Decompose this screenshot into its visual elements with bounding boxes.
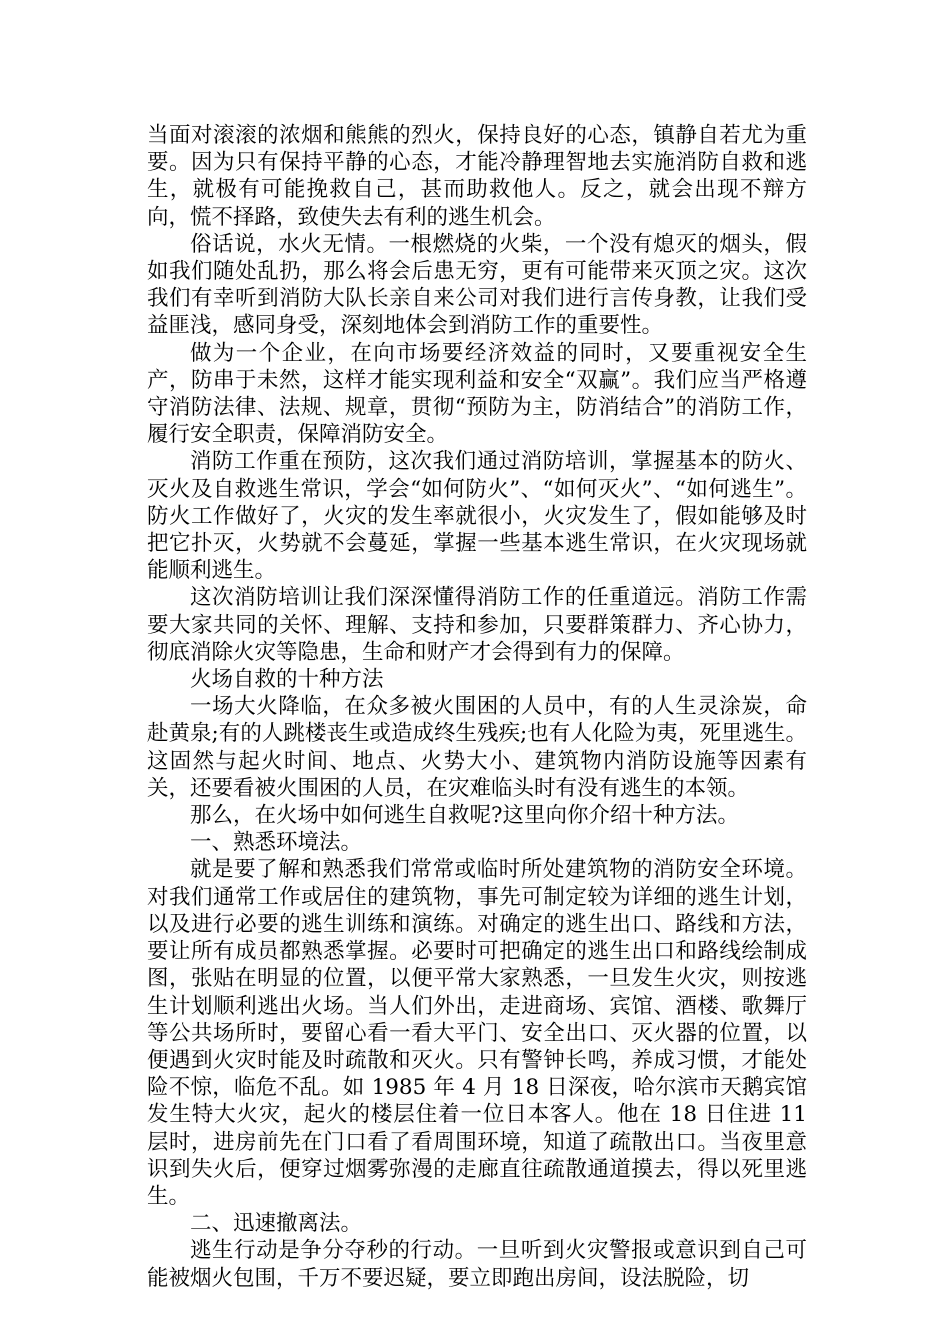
paragraph-training-lesson: 这次消防培训让我们深深懂得消防工作的任重道远。消防工作需要大家共同的关怀、理解、支持和参加，只要群策群力、齐心协力，彻底消除火灾等隐患，生命和财产才会得到有力的保障。: [147, 585, 807, 665]
paragraph-enterprise-safety: 做为一个企业，在向市场要经济效益的同时，又要重视安全生产，防串于未然，这样才能实现利益和安全“双赢”。我们应当严格遵守消防法律、法规、规章，贯彻“预防为主，防消结合”的消防工作，履行安全职责，保障消防安全。: [147, 340, 807, 448]
document-body: [147, 122, 807, 1292]
paragraph-calm-mindset: 当面对滚滚的浓烟和熊熊的烈火，保持良好的心态，镇静自若尤为重要。因为只有保持平静的心态，才能冷静理智地去实施消防自救和逃生，就极有可能挽救自己，甚而助救他人。反之，就会出现不辩方向，慌不择路，致使失去有利的逃生机会。: [147, 123, 807, 230]
paragraph-method-two-body: 逃生行动是争分夺秒的行动。一旦听到火灾警报或意识到自己可能被烟火包围，千万不要迟疑，要立即跑出房间，设法脱险，切: [147, 1238, 807, 1291]
paragraph-fire-outcomes: 一场大火降临，在众多被火围困的人员中，有的人生灵涂炭，命赴黄泉;有的人跳楼丧生或造成终生残疾;也有人化险为夷，死里逃生。这固然与起火时间、地点、火势大小、建筑物内消防设施等因素有关，还要看被火围困的人员，在灾难临头时有没有逃生的本领。: [147, 694, 807, 801]
paragraph-method-one-body: 就是要了解和熟悉我们常常或临时所处建筑物的消防安全环境。对我们通常工作或居住的建筑物，事先可制定较为详细的逃生计划，以及进行必要的逃生训练和演练。对确定的逃生出口、路线和方法，要让所有成员都熟悉掌握。必要时可把确定的逃生出口和路线绘制成图，张贴在明显的位置，以便平常大家熟悉，一旦发生火灾，则按逃生计划顺利逃出火场。当人们外出，走进商场、宾馆、酒楼、歌舞厅等公共场所时，要留心看一看大平门、安全出口、灭火器的位置，以便遇到火灾时能及时疏散和灭火。只有警钟长鸣，养成习惯，才能处险不惊，临危不乱。如 1985 年 4 月 18 日深夜，哈尔滨市天鹅宾馆发生特大火灾，起火的楼层住着一位日本客人。他在 18 日住进 11 层时，进房前先在门口看了看周围环境，知道了疏散出口。当夜里意识到失火后，便穿过烟雾弥漫的走廊直往疏散通道摸去，得以死里逃生。: [147, 857, 807, 1209]
section-heading-ten-methods: 火场自救的十种方法: [190, 667, 384, 693]
heading-method-one: 一、熟悉环境法。: [190, 830, 363, 856]
paragraph-prevention: 消防工作重在预防，这次我们通过消防培训，掌握基本的防火、灭火及自救逃生常识，学会“如何防火”、“如何灭火”、“如何逃生”。防火工作做好了，火灾的发生率就很小，火灾发生了，假如能够及时把它扑灭，火势就不会蔓延，掌握一些基本逃生常识，在火灾现场就能顺利逃生。: [147, 449, 807, 584]
paragraph-fire-is-merciless: 俗话说，水火无情。一根燃烧的火柴，一个没有熄灭的烟头，假如我们随处乱扔，那么将会后患无穷，更有可能带来灭顶之灾。这次我们有幸听到消防大队长亲自来公司对我们进行言传身教，让我们受益匪浅，感同身受，深刻地体会到消防工作的重要性。: [147, 231, 807, 339]
heading-method-two: 二、迅速撤离法。: [190, 1211, 363, 1237]
paragraph-introduction: 那么，在火场中如何逃生自救呢?这里向你介绍十种方法。: [190, 803, 740, 829]
